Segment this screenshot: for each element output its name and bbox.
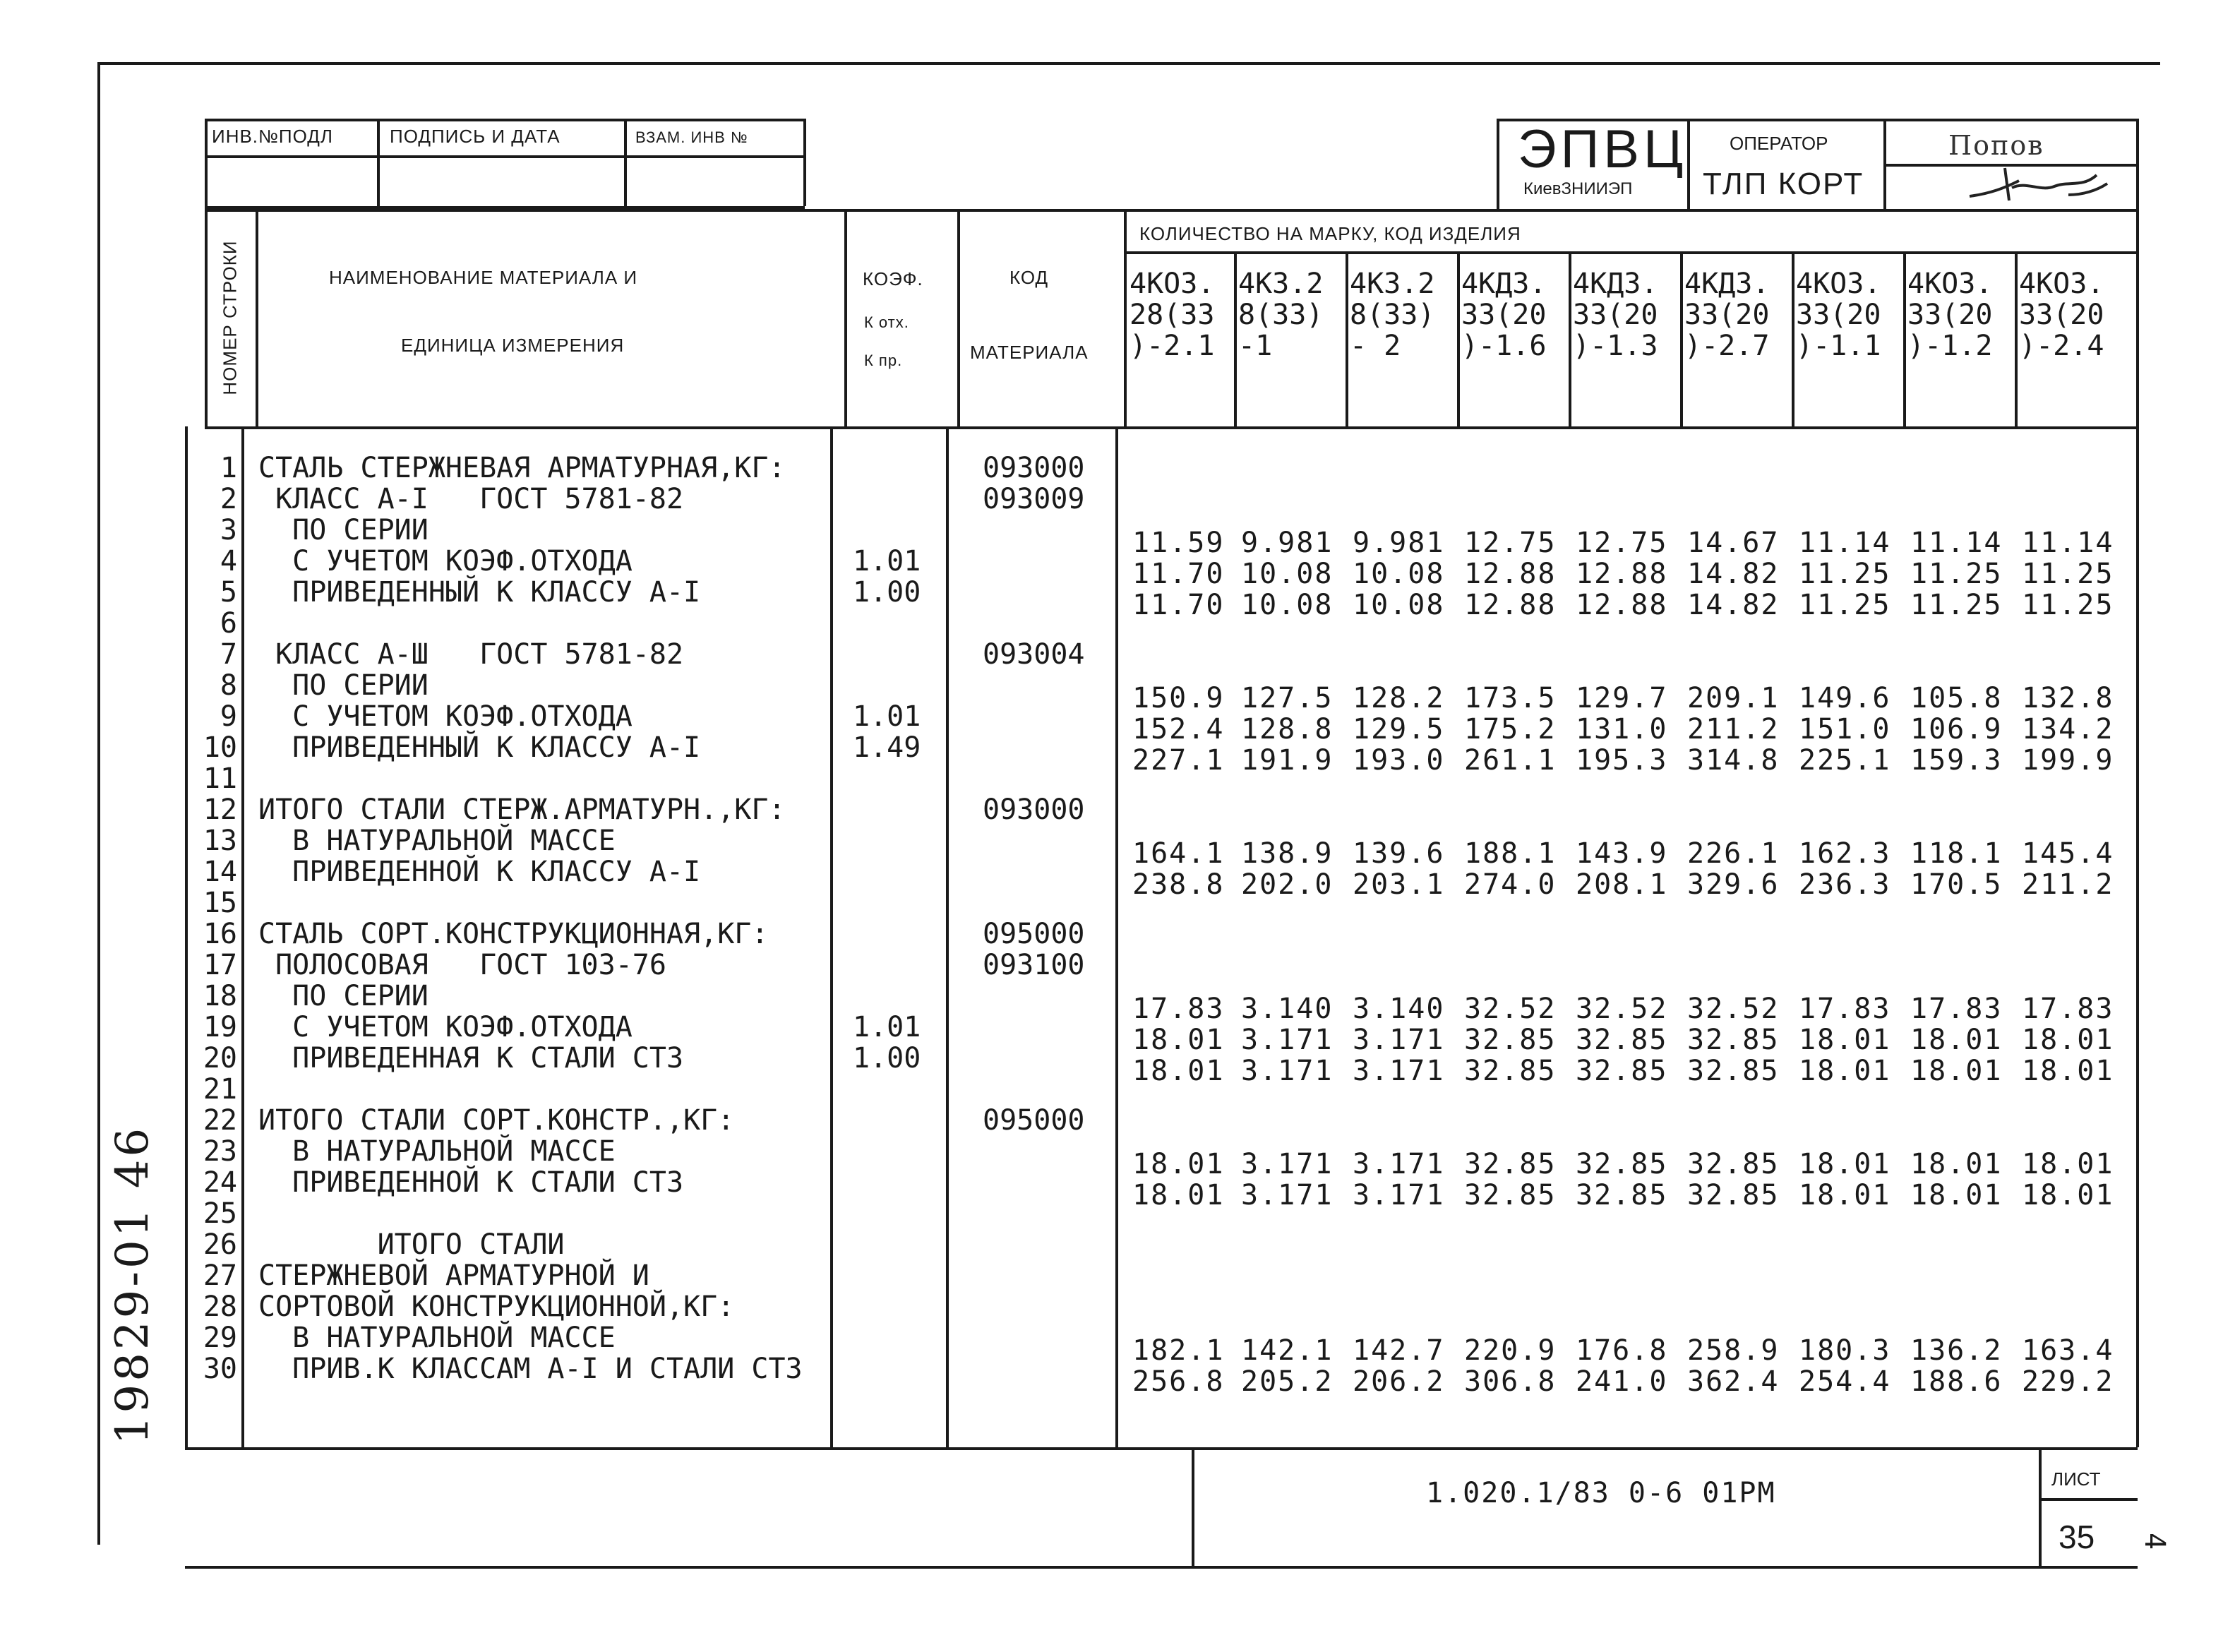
quantity-value: 18.01 bbox=[2022, 1055, 2114, 1087]
quantity-value: 128.2 bbox=[1353, 682, 1445, 714]
quantity-value: 191.9 bbox=[1241, 744, 1334, 777]
quantity-value: 32.85 bbox=[1576, 1179, 1668, 1211]
quantity-value: 164.1 bbox=[1132, 837, 1225, 870]
product-column-header-4-line-1: 4КДЗ. bbox=[1461, 268, 1547, 300]
material-name: СОРТОВОЙ КОНСТРУКЦИОННОЙ,КГ: bbox=[258, 1291, 735, 1323]
quantity-value: 32.85 bbox=[1576, 1148, 1668, 1180]
stamp-inv-podl-label: ИНВ.№ПОДЛ bbox=[212, 126, 333, 147]
quantity-value: 362.4 bbox=[1687, 1365, 1780, 1398]
quantity-value: 3.140 bbox=[1241, 993, 1334, 1025]
quantity-value: 173.5 bbox=[1464, 682, 1557, 714]
row-number: 9 bbox=[220, 700, 237, 733]
material-code: 093000 bbox=[983, 452, 1085, 484]
product-column-header-9-line-3: )-2.4 bbox=[2019, 330, 2104, 362]
frame-left-line bbox=[97, 62, 100, 1545]
quantity-value: 9.981 bbox=[1241, 527, 1334, 559]
material-name: С УЧЕТОМ КОЭФ.ОТХОДА bbox=[258, 545, 633, 577]
quantity-value: 142.1 bbox=[1241, 1334, 1334, 1367]
quantity-value: 18.01 bbox=[1799, 1179, 1891, 1211]
quantity-value: 14.67 bbox=[1687, 527, 1780, 559]
product-column-header-5-line-3: )-1.3 bbox=[1573, 330, 1658, 362]
quantity-value: 256.8 bbox=[1132, 1365, 1225, 1398]
quantity-value: 32.52 bbox=[1687, 993, 1780, 1025]
quantity-value: 10.08 bbox=[1241, 589, 1334, 621]
material-name: В НАТУРАЛЬНОЙ МАССЕ bbox=[258, 825, 616, 857]
quantity-value: 3.171 bbox=[1353, 1055, 1445, 1087]
row-number: 8 bbox=[220, 669, 237, 702]
quantity-value: 152.4 bbox=[1132, 713, 1225, 746]
row-number: 1 bbox=[220, 452, 237, 484]
header-material-name-line2: ЕДИНИЦА ИЗМЕРЕНИЯ bbox=[401, 335, 625, 356]
quantity-value: 32.85 bbox=[1464, 1055, 1557, 1087]
row-number: 26 bbox=[203, 1228, 237, 1261]
product-column-header-1-line-1: 4КОЗ. bbox=[1130, 268, 1215, 300]
quantity-value: 32.85 bbox=[1687, 1055, 1780, 1087]
row-number: 6 bbox=[220, 607, 237, 640]
material-name: КЛАСС А-I ГОСТ 5781-82 bbox=[258, 483, 684, 515]
product-column-header-3-line-1: 4КЗ.2 bbox=[1350, 268, 1435, 300]
quantity-value: 220.9 bbox=[1464, 1334, 1557, 1367]
quantity-value: 11.59 bbox=[1132, 527, 1225, 559]
quantity-value: 163.4 bbox=[2022, 1334, 2114, 1367]
product-column-header-4-line-3: )-1.6 bbox=[1461, 330, 1547, 362]
quantity-value: 306.8 bbox=[1464, 1365, 1557, 1398]
quantity-value: 18.01 bbox=[2022, 1179, 2114, 1211]
quantity-value: 32.52 bbox=[1464, 993, 1557, 1025]
quantity-value: 9.981 bbox=[1353, 527, 1445, 559]
quantity-value: 238.8 bbox=[1132, 868, 1225, 901]
quantity-value: 227.1 bbox=[1132, 744, 1225, 777]
quantity-value: 32.52 bbox=[1576, 993, 1668, 1025]
quantity-value: 118.1 bbox=[1910, 837, 2003, 870]
quantity-value: 17.83 bbox=[1799, 993, 1891, 1025]
quantity-value: 18.01 bbox=[2022, 1024, 2114, 1056]
material-name: ПОЛОСОВАЯ ГОСТ 103-76 bbox=[258, 949, 666, 981]
quantity-value: 11.14 bbox=[1910, 527, 2003, 559]
quantity-value: 226.1 bbox=[1687, 837, 1780, 870]
quantity-value: 3.171 bbox=[1241, 1179, 1334, 1211]
quantity-value: 139.6 bbox=[1353, 837, 1445, 870]
quantity-value: 203.1 bbox=[1353, 868, 1445, 901]
quantity-value: 10.08 bbox=[1353, 558, 1445, 590]
quantity-value: 17.83 bbox=[1910, 993, 2003, 1025]
quantity-value: 10.08 bbox=[1241, 558, 1334, 590]
side-archive-number: 19829-01 46 bbox=[107, 1125, 159, 1445]
coefficient: 1.01 bbox=[853, 545, 921, 577]
quantity-value: 236.3 bbox=[1799, 868, 1891, 901]
product-column-header-6-line-3: )-2.7 bbox=[1684, 330, 1770, 362]
quantity-value: 208.1 bbox=[1576, 868, 1668, 901]
product-column-header-4-line-2: 33(20 bbox=[1461, 299, 1547, 331]
quantity-value: 18.01 bbox=[1132, 1055, 1225, 1087]
quantity-value: 225.1 bbox=[1799, 744, 1891, 777]
quantity-value: 11.70 bbox=[1132, 589, 1225, 621]
quantity-value: 11.25 bbox=[2022, 558, 2114, 590]
header-coef-2: К отх. bbox=[864, 313, 909, 331]
row-number: 22 bbox=[203, 1104, 237, 1137]
operator-name-handwritten: Попов bbox=[1948, 130, 2044, 161]
quantity-value: 149.6 bbox=[1799, 682, 1891, 714]
quantity-value: 180.3 bbox=[1799, 1334, 1891, 1367]
quantity-value: 32.85 bbox=[1464, 1148, 1557, 1180]
header-coef-1: КОЭФ. bbox=[863, 268, 923, 289]
material-name: СТЕРЖНЕВОЙ АРМАТУРНОЙ И bbox=[258, 1259, 649, 1292]
sheet-label: ЛИСТ bbox=[2051, 1468, 2101, 1490]
quantity-value: 129.5 bbox=[1353, 713, 1445, 746]
material-name: ПРИВЕДЕННЫЙ К КЛАССУ А-I bbox=[258, 731, 701, 764]
quantity-value: 11.70 bbox=[1132, 558, 1225, 590]
row-number: 10 bbox=[203, 731, 237, 764]
material-code: 093100 bbox=[983, 949, 1085, 981]
quantity-value: 11.14 bbox=[2022, 527, 2114, 559]
quantity-value: 12.88 bbox=[1576, 558, 1668, 590]
quantity-value: 3.171 bbox=[1353, 1179, 1445, 1211]
quantity-value: 254.4 bbox=[1799, 1365, 1891, 1398]
quantity-value: 18.01 bbox=[1132, 1179, 1225, 1211]
quantity-value: 193.0 bbox=[1353, 744, 1445, 777]
quantity-value: 143.9 bbox=[1576, 837, 1668, 870]
quantity-value: 136.2 bbox=[1910, 1334, 2003, 1367]
row-number: 13 bbox=[203, 825, 237, 857]
product-column-header-1-line-3: )-2.1 bbox=[1130, 330, 1215, 362]
material-code: 093000 bbox=[983, 794, 1085, 826]
stamp-vzam-label: ВЗАМ. ИНВ № bbox=[635, 128, 748, 146]
quantity-value: 32.85 bbox=[1464, 1179, 1557, 1211]
operator-label: ОПЕРАТОР bbox=[1730, 133, 1828, 154]
product-column-header-6-line-1: 4КДЗ. bbox=[1684, 268, 1770, 300]
product-column-header-8-line-2: 33(20 bbox=[1907, 299, 1993, 331]
quantity-value: 32.85 bbox=[1576, 1055, 1668, 1087]
quantity-value: 12.88 bbox=[1576, 589, 1668, 621]
material-name: КЛАСС А-Ш ГОСТ 5781-82 bbox=[258, 638, 684, 671]
edge-mark: 4 bbox=[2138, 1532, 2171, 1550]
quantity-value: 261.1 bbox=[1464, 744, 1557, 777]
row-number: 16 bbox=[203, 918, 237, 950]
quantity-value: 127.5 bbox=[1241, 682, 1334, 714]
product-column-header-7-line-3: )-1.1 bbox=[1796, 330, 1881, 362]
product-column-header-8-line-1: 4КОЗ. bbox=[1907, 268, 1993, 300]
quantity-value: 134.2 bbox=[2022, 713, 2114, 746]
quantity-value: 205.2 bbox=[1241, 1365, 1334, 1398]
quantity-value: 11.25 bbox=[1910, 558, 2003, 590]
quantity-value: 3.171 bbox=[1353, 1024, 1445, 1056]
material-name: В НАТУРАЛЬНОЙ МАССЕ bbox=[258, 1322, 616, 1354]
signature-scribble bbox=[1963, 160, 2111, 209]
quantity-value: 11.25 bbox=[1910, 589, 2003, 621]
row-number: 11 bbox=[203, 762, 237, 795]
product-column-header-2-line-3: -1 bbox=[1238, 330, 1273, 362]
stamp-signature-label: ПОДПИСЬ И ДАТА bbox=[390, 126, 561, 147]
quantity-value: 195.3 bbox=[1576, 744, 1668, 777]
row-number: 12 bbox=[203, 794, 237, 826]
quantity-value: 18.01 bbox=[1799, 1055, 1891, 1087]
material-name: С УЧЕТОМ КОЭФ.ОТХОДА bbox=[258, 700, 633, 733]
coefficient: 1.01 bbox=[853, 700, 921, 733]
org-subname: КиевЗНИИЭП bbox=[1523, 179, 1633, 198]
quantity-value: 32.85 bbox=[1687, 1179, 1780, 1211]
row-number: 17 bbox=[203, 949, 237, 981]
row-number: 28 bbox=[203, 1291, 237, 1323]
row-number: 25 bbox=[203, 1197, 237, 1230]
row-number: 4 bbox=[220, 545, 237, 577]
product-column-header-5-line-2: 33(20 bbox=[1573, 299, 1658, 331]
quantity-value: 258.9 bbox=[1687, 1334, 1780, 1367]
quantity-value: 182.1 bbox=[1132, 1334, 1225, 1367]
quantity-value: 17.83 bbox=[2022, 993, 2114, 1025]
material-name: ИТОГО СТАЛИ СОРТ.КОНСТР.,КГ: bbox=[258, 1104, 735, 1137]
quantity-value: 142.7 bbox=[1353, 1334, 1445, 1367]
quantity-value: 229.2 bbox=[2022, 1365, 2114, 1398]
row-number: 15 bbox=[203, 887, 237, 919]
operator-value: ТЛП КОРТ bbox=[1703, 167, 1864, 201]
quantity-value: 199.9 bbox=[2022, 744, 2114, 777]
coefficient: 1.49 bbox=[853, 731, 921, 764]
coefficient: 1.00 bbox=[853, 1042, 921, 1075]
quantity-value: 129.7 bbox=[1576, 682, 1668, 714]
quantity-value: 145.4 bbox=[2022, 837, 2114, 870]
quantity-value: 18.01 bbox=[1910, 1055, 2003, 1087]
material-code: 093004 bbox=[983, 638, 1085, 671]
material-name: ПРИВ.К КЛАССАМ А-I И СТАЛИ СТ3 bbox=[258, 1353, 803, 1385]
material-name: С УЧЕТОМ КОЭФ.ОТХОДА bbox=[258, 1011, 633, 1043]
product-column-header-2-line-2: 8(33) bbox=[1238, 299, 1324, 331]
header-quantity-title: КОЛИЧЕСТВО НА МАРКУ, КОД ИЗДЕЛИЯ bbox=[1139, 223, 1521, 244]
header-material-name-line1: НАИМЕНОВАНИЕ МАТЕРИАЛА И bbox=[329, 267, 638, 288]
product-column-header-3-line-2: 8(33) bbox=[1350, 299, 1435, 331]
row-number: 2 bbox=[220, 483, 237, 515]
coefficient: 1.01 bbox=[853, 1011, 921, 1043]
document-code: 1.020.1/83 0-6 01РМ bbox=[1426, 1477, 1776, 1509]
header-row-number: НОМЕР СТРОКИ bbox=[219, 240, 241, 395]
quantity-value: 3.171 bbox=[1241, 1055, 1334, 1087]
quantity-value: 14.82 bbox=[1687, 589, 1780, 621]
quantity-value: 211.2 bbox=[2022, 868, 2114, 901]
quantity-value: 206.2 bbox=[1353, 1365, 1445, 1398]
quantity-value: 314.8 bbox=[1687, 744, 1780, 777]
quantity-value: 11.25 bbox=[2022, 589, 2114, 621]
product-column-header-6-line-2: 33(20 bbox=[1684, 299, 1770, 331]
row-number: 19 bbox=[203, 1011, 237, 1043]
material-name: СТАЛЬ СОРТ.КОНСТРУКЦИОННАЯ,КГ: bbox=[258, 918, 769, 950]
row-number: 29 bbox=[203, 1322, 237, 1354]
row-number: 14 bbox=[203, 856, 237, 888]
material-name: ИТОГО СТАЛИ bbox=[258, 1228, 565, 1261]
quantity-value: 175.2 bbox=[1464, 713, 1557, 746]
quantity-value: 176.8 bbox=[1576, 1334, 1668, 1367]
quantity-value: 3.171 bbox=[1353, 1148, 1445, 1180]
material-name: ПРИВЕДЕННОЙ К СТАЛИ СТ3 bbox=[258, 1166, 684, 1199]
quantity-value: 12.75 bbox=[1464, 527, 1557, 559]
material-name: ПРИВЕДЕННАЯ К СТАЛИ СТ3 bbox=[258, 1042, 684, 1075]
header-coef-3: К пр. bbox=[864, 352, 903, 369]
row-number: 3 bbox=[220, 514, 237, 546]
row-number: 23 bbox=[203, 1135, 237, 1168]
quantity-value: 18.01 bbox=[1799, 1024, 1891, 1056]
quantity-value: 18.01 bbox=[1910, 1179, 2003, 1211]
material-name: СТАЛЬ СТЕРЖНЕВАЯ АРМАТУРНАЯ,КГ: bbox=[258, 452, 786, 484]
quantity-value: 17.83 bbox=[1132, 993, 1225, 1025]
row-number: 30 bbox=[203, 1353, 237, 1385]
quantity-value: 211.2 bbox=[1687, 713, 1780, 746]
sheet-number: 35 bbox=[2059, 1519, 2095, 1555]
quantity-value: 11.25 bbox=[1799, 558, 1891, 590]
header-code-2: МАТЕРИАЛА bbox=[970, 342, 1089, 363]
material-name: ПО СЕРИИ bbox=[258, 669, 429, 702]
quantity-value: 10.08 bbox=[1353, 589, 1445, 621]
row-number: 7 bbox=[220, 638, 237, 671]
quantity-value: 151.0 bbox=[1799, 713, 1891, 746]
quantity-value: 32.85 bbox=[1687, 1148, 1780, 1180]
quantity-value: 32.85 bbox=[1576, 1024, 1668, 1056]
quantity-value: 329.6 bbox=[1687, 868, 1780, 901]
product-column-header-8-line-3: )-1.2 bbox=[1907, 330, 1993, 362]
material-name: ПО СЕРИИ bbox=[258, 980, 429, 1012]
row-number: 24 bbox=[203, 1166, 237, 1199]
product-column-header-7-line-2: 33(20 bbox=[1796, 299, 1881, 331]
quantity-value: 18.01 bbox=[1910, 1148, 2003, 1180]
quantity-value: 128.8 bbox=[1241, 713, 1334, 746]
quantity-value: 3.171 bbox=[1241, 1024, 1334, 1056]
quantity-value: 12.88 bbox=[1464, 589, 1557, 621]
quantity-value: 138.9 bbox=[1241, 837, 1334, 870]
row-number: 18 bbox=[203, 980, 237, 1012]
material-code: 093009 bbox=[983, 483, 1085, 515]
quantity-value: 241.0 bbox=[1576, 1365, 1668, 1398]
product-column-header-2-line-1: 4КЗ.2 bbox=[1238, 268, 1324, 300]
org-name: ЭПВЦ bbox=[1518, 119, 1688, 179]
quantity-value: 131.0 bbox=[1576, 713, 1668, 746]
material-name: ПРИВЕДЕННЫЙ К КЛАССУ А-I bbox=[258, 576, 701, 609]
quantity-value: 32.85 bbox=[1464, 1024, 1557, 1056]
quantity-value: 188.6 bbox=[1910, 1365, 2003, 1398]
quantity-value: 106.9 bbox=[1910, 713, 2003, 746]
material-name: ПО СЕРИИ bbox=[258, 514, 429, 546]
quantity-value: 3.171 bbox=[1241, 1148, 1334, 1180]
quantity-value: 150.9 bbox=[1132, 682, 1225, 714]
frame-top-line bbox=[99, 62, 2160, 65]
material-code: 095000 bbox=[983, 1104, 1085, 1137]
product-column-header-1-line-2: 28(33 bbox=[1130, 299, 1215, 331]
quantity-value: 12.88 bbox=[1464, 558, 1557, 590]
quantity-value: 274.0 bbox=[1464, 868, 1557, 901]
quantity-value: 12.75 bbox=[1576, 527, 1668, 559]
quantity-value: 18.01 bbox=[1132, 1148, 1225, 1180]
quantity-value: 18.01 bbox=[1132, 1024, 1225, 1056]
quantity-value: 159.3 bbox=[1910, 744, 2003, 777]
row-number: 5 bbox=[220, 576, 237, 609]
quantity-value: 3.140 bbox=[1353, 993, 1445, 1025]
quantity-value: 209.1 bbox=[1687, 682, 1780, 714]
quantity-value: 202.0 bbox=[1241, 868, 1334, 901]
quantity-value: 18.01 bbox=[1799, 1148, 1891, 1180]
quantity-value: 11.25 bbox=[1799, 589, 1891, 621]
quantity-value: 14.82 bbox=[1687, 558, 1780, 590]
material-name: В НАТУРАЛЬНОЙ МАССЕ bbox=[258, 1135, 616, 1168]
coefficient: 1.00 bbox=[853, 576, 921, 609]
quantity-value: 32.85 bbox=[1687, 1024, 1780, 1056]
quantity-value: 11.14 bbox=[1799, 527, 1891, 559]
product-column-header-9-line-2: 33(20 bbox=[2019, 299, 2104, 331]
quantity-value: 18.01 bbox=[2022, 1148, 2114, 1180]
row-number: 27 bbox=[203, 1259, 237, 1292]
header-code-1: КОД bbox=[1009, 267, 1049, 288]
row-number: 21 bbox=[203, 1073, 237, 1106]
material-name: ПРИВЕДЕННОЙ К КЛАССУ А-I bbox=[258, 856, 701, 888]
product-column-header-7-line-1: 4КОЗ. bbox=[1796, 268, 1881, 300]
quantity-value: 18.01 bbox=[1910, 1024, 2003, 1056]
row-number: 20 bbox=[203, 1042, 237, 1075]
product-column-header-5-line-1: 4КДЗ. bbox=[1573, 268, 1658, 300]
product-column-header-9-line-1: 4КОЗ. bbox=[2019, 268, 2104, 300]
material-name: ИТОГО СТАЛИ СТЕРЖ.АРМАТУРН.,КГ: bbox=[258, 794, 786, 826]
quantity-value: 170.5 bbox=[1910, 868, 2003, 901]
quantity-value: 162.3 bbox=[1799, 837, 1891, 870]
material-code: 095000 bbox=[983, 918, 1085, 950]
quantity-value: 105.8 bbox=[1910, 682, 2003, 714]
product-column-header-3-line-3: - 2 bbox=[1350, 330, 1401, 362]
quantity-value: 132.8 bbox=[2022, 682, 2114, 714]
quantity-value: 188.1 bbox=[1464, 837, 1557, 870]
